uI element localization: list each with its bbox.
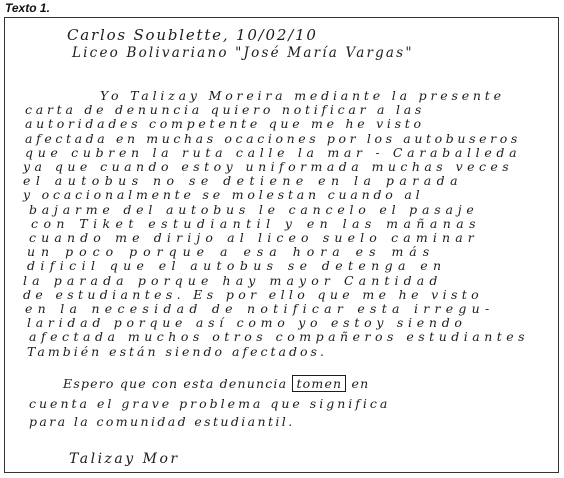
letter-line: y ocacionalmente se molestan cuando al	[23, 187, 424, 203]
letter-line: cuando me dirijo al liceo suelo caminar	[29, 230, 479, 245]
letter-line: la parada porque hay mayor Cantidad	[23, 272, 443, 288]
closing-line-1-end: en	[351, 376, 370, 391]
closing-line-3: para la comunidad estudiantil.	[29, 414, 295, 429]
letter-line: afectada muchos otros compañeros estudiantes	[29, 329, 530, 345]
closing-line-1	[63, 376, 369, 391]
letter-line: Yo Talizay Moreira mediante la presente	[100, 88, 505, 103]
letter-line: dificil que el autobus se detenga en	[27, 258, 447, 274]
letter-school: Liceo Bolivariano "José María Vargas"	[72, 45, 414, 61]
figure-caption: Texto 1.	[5, 1, 50, 15]
closing-line-1-start: Espero que con esta denuncia	[63, 376, 288, 391]
signature: Talizay Mor	[69, 451, 180, 467]
letter-line: el autobus no se detiene en la parada	[23, 173, 464, 189]
letter-line: ya que cuando estoy uniformada muchas veces	[23, 159, 514, 174]
letter-line: de estudiantes. Es por ello que me he visto	[23, 286, 483, 302]
boxed-word: tomen	[292, 375, 346, 392]
letter-place-date: Carlos Soublette, 10/02/10	[67, 26, 318, 44]
letter-line: que cubren la ruta calle la mar - Caraballeda	[25, 144, 522, 160]
letter-line: laridad porque así como yo estoy siendo	[27, 315, 467, 331]
letter-line: autoridades competente que me he visto	[25, 116, 425, 132]
letter-line: afectada en muchas ocaciones por los autobuseros	[25, 130, 521, 146]
letter-line: con Tiket estudiantil y en las mañanas	[31, 215, 481, 231]
letter-line: También están siendo afectados.	[27, 343, 327, 359]
closing-line-2: cuenta el grave problema que significa	[29, 396, 391, 411]
letter-line: un poco porque a esa hora es más	[27, 244, 436, 260]
letter-line: bajarme del autobus le cancelo el pasaje	[29, 201, 479, 217]
letter-line: carta de denuncia quiero notificar a las	[25, 102, 426, 118]
letter-line: en la necesidad de notificar esta irregu-	[25, 301, 495, 316]
handwritten-letter	[4, 17, 559, 473]
